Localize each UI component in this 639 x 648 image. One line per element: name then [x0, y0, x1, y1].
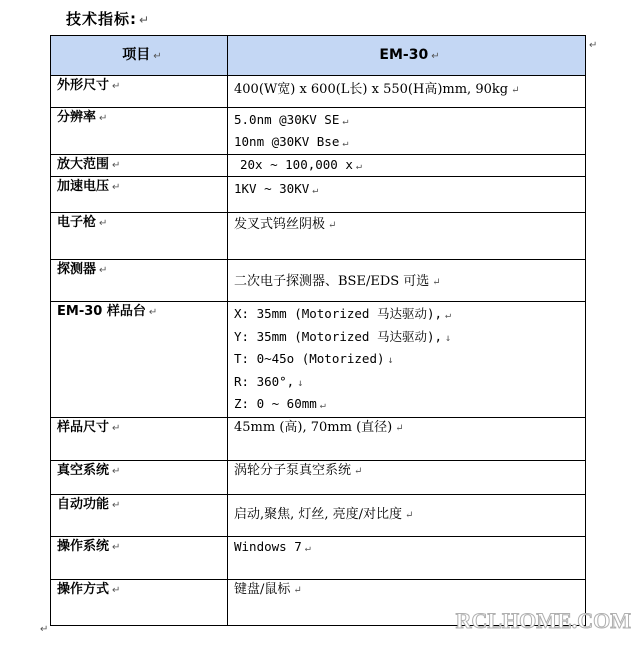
paragraph-mark-icon: ↵	[589, 40, 598, 51]
row-value: 45mm (高), 70mm (直径) ↵	[228, 417, 586, 460]
row-value: 涡轮分子泵真空系统 ↵	[228, 460, 586, 494]
row-label: 放大范围 ↵	[51, 155, 228, 177]
row-value: 键盘/鼠标 ↵	[228, 579, 586, 625]
row-label: 分辨率 ↵	[51, 108, 228, 155]
row-label: 自动功能 ↵	[51, 494, 228, 536]
row-label: EM-30 样品台 ↵	[51, 302, 228, 418]
row-label: 操作方式 ↵	[51, 579, 228, 625]
paragraph-mark-icon: ↵	[40, 624, 49, 635]
table-header-row	[51, 36, 586, 76]
table-row	[51, 155, 586, 177]
row-label: 真空系统 ↵	[51, 460, 228, 494]
table-row	[51, 417, 586, 460]
table-row	[51, 494, 586, 536]
table-row	[51, 177, 586, 213]
table-row	[51, 460, 586, 494]
section-heading: 技术指标: ↵	[66, 10, 151, 28]
row-label: 电子枪 ↵	[51, 213, 228, 260]
row-label: 探测器 ↵	[51, 260, 228, 302]
row-label: 加速电压 ↵	[51, 177, 228, 213]
row-value: 二次电子探测器、BSE/EDS 可选 ↵	[228, 260, 586, 302]
watermark: RCLHOME.COM	[455, 608, 631, 633]
row-value: X: 35mm (Motorized 马达驱动), ↵ Y: 35mm (Motorized 马达驱动), ↓ T: 0~45o (Motorized) ↓ R: 360°, ↓ Z: 0 ~ 60mm ↵	[228, 302, 586, 418]
row-value: 1KV ~ 30KV ↵	[228, 177, 586, 213]
row-label: 样品尺寸 ↵	[51, 417, 228, 460]
table-row	[51, 536, 586, 579]
header-item: 项目 ↵	[51, 36, 228, 76]
table-row	[51, 108, 586, 155]
row-value: 400(W宽) x 600(L长) x 550(H高)mm, 90kg ↵	[228, 76, 586, 108]
paragraph-mark-icon: ↵	[139, 13, 151, 27]
spec-table	[50, 35, 586, 626]
row-value: Windows 7 ↵	[228, 536, 586, 579]
row-value: 发叉式钨丝阴极 ↵	[228, 213, 586, 260]
row-label: 外形尺寸 ↵	[51, 76, 228, 108]
table-row	[51, 302, 586, 418]
table-row	[51, 76, 586, 108]
row-value: 5.0nm @30KV SE ↵ 10nm @30KV Bse ↵	[228, 108, 586, 155]
row-label: 操作系统 ↵	[51, 536, 228, 579]
table-row	[51, 260, 586, 302]
header-model: EM-30 ↵	[228, 36, 586, 76]
row-value: 20x ~ 100,000 x ↵	[228, 155, 586, 177]
row-value: 启动,聚焦, 灯丝, 亮度/对比度 ↵	[228, 494, 586, 536]
table-row	[51, 213, 586, 260]
